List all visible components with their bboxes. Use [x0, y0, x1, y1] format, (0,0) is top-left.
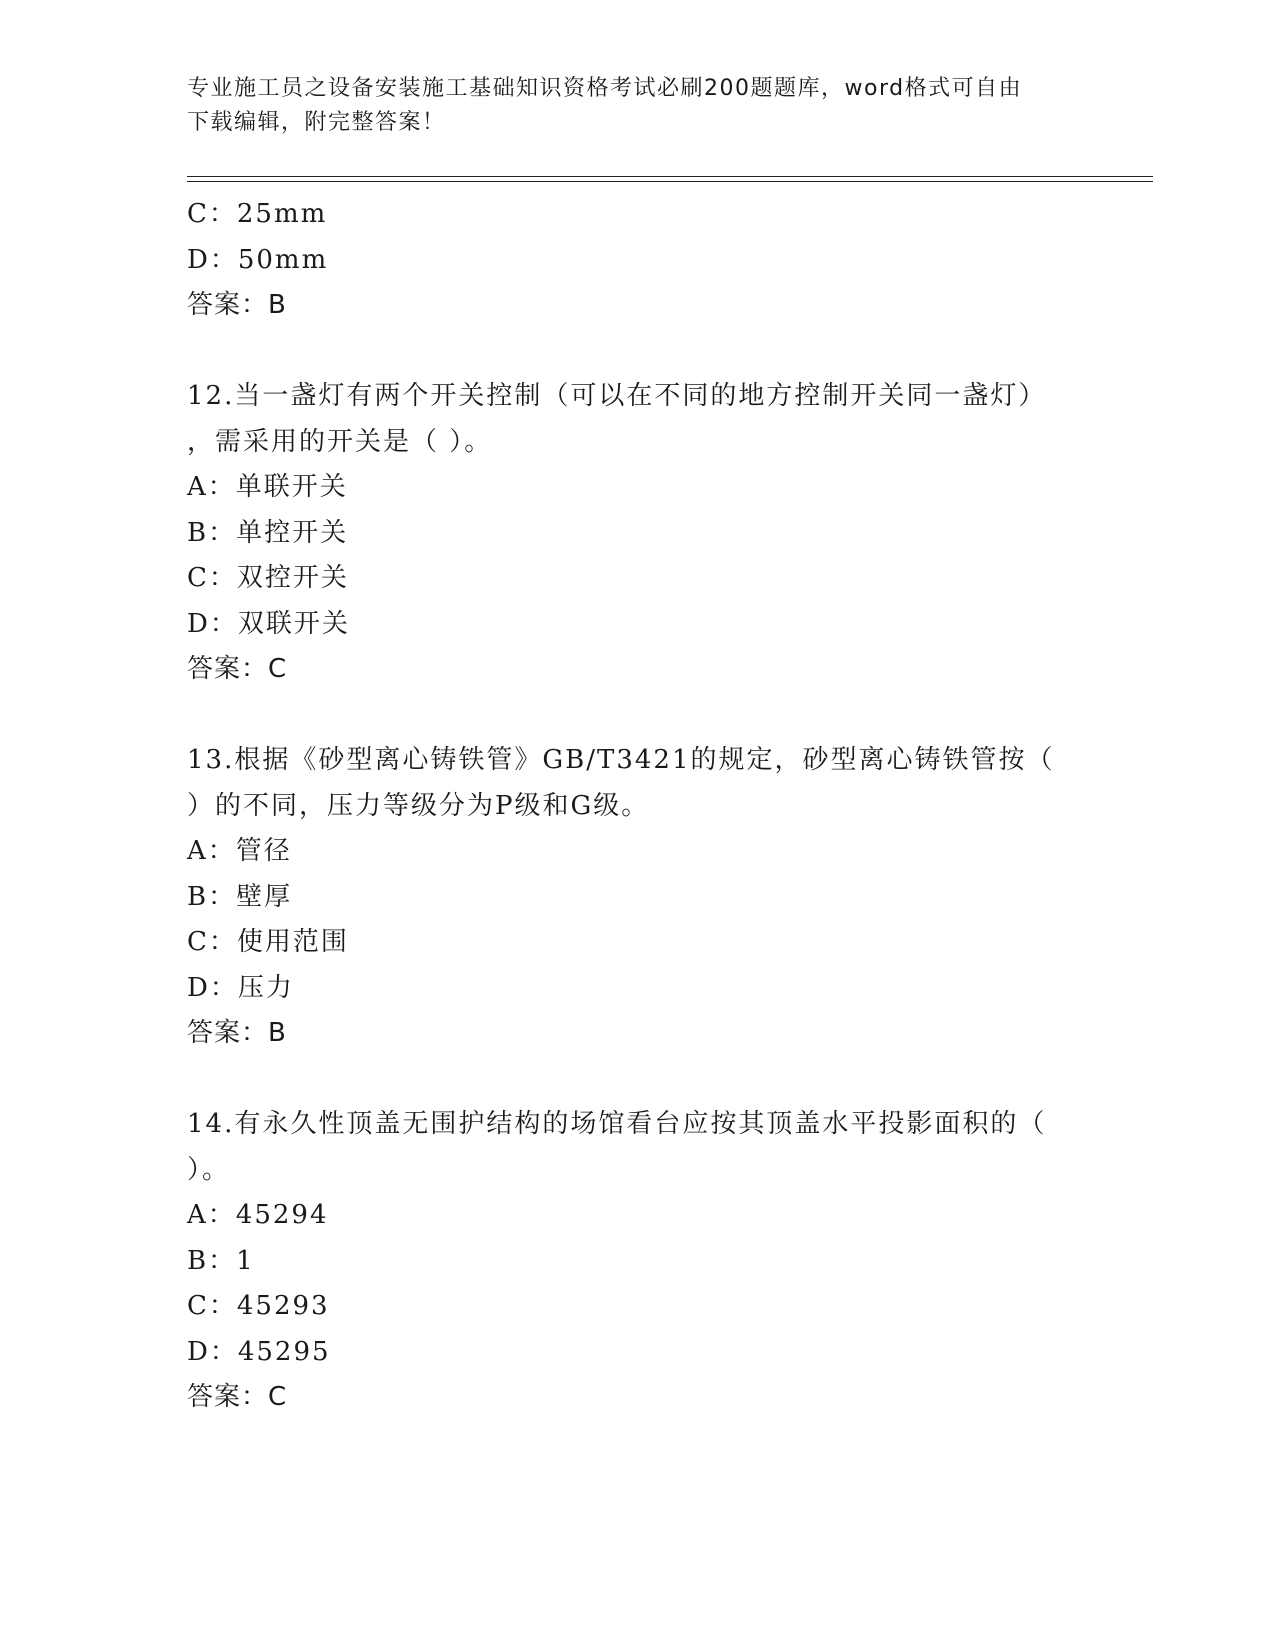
option-c: C：双控开关 [187, 563, 349, 593]
question-13-text: 13.根据《砂型离心铸铁管》GB/T3421的规定，砂型离心铸铁管按（ [187, 745, 1055, 775]
document-header [187, 72, 1067, 140]
spacer [187, 1057, 1087, 1103]
option-a: A：管径 [187, 836, 292, 866]
answer: 答案：C [187, 654, 288, 684]
option-c: C：45293 [187, 1291, 330, 1321]
option-b: B：1 [187, 1245, 255, 1276]
question-12-text-cont: ，需采用的开关是（ ）。 [187, 426, 493, 457]
option-c: C：25mm [187, 199, 328, 229]
option-b: B：壁厚 [187, 881, 293, 912]
answer: 答案：C [187, 1382, 288, 1412]
spacer [187, 329, 1087, 375]
option-c: C：使用范围 [187, 927, 349, 957]
question-12-text: 12.当一盏灯有两个开关控制（可以在不同的地方控制开关同一盏灯） [187, 381, 1047, 411]
header-line-1: 专业施工员之设备安装施工基础知识资格考试必刷200题题库，word格式可自由 [187, 76, 1023, 101]
option-d: D：45295 [187, 1336, 331, 1367]
header-divider-bottom [187, 181, 1153, 182]
answer: 答案：B [187, 290, 287, 320]
option-d: D：50mm [187, 244, 329, 275]
question-list [187, 192, 1087, 1421]
spacer [187, 693, 1087, 739]
option-b: B：单控开关 [187, 517, 349, 548]
option-d: D：双联开关 [187, 608, 350, 639]
option-d: D：压力 [187, 972, 294, 1003]
question-13-text-cont: ）的不同，压力等级分为P级和G级。 [187, 790, 650, 821]
option-a: A：45294 [187, 1200, 329, 1230]
answer: 答案：B [187, 1018, 287, 1048]
header-line-2: 下载编辑，附完整答案！ [187, 110, 446, 135]
question-14-text-cont: ）。 [187, 1154, 231, 1185]
question-14-text: 14.有永久性顶盖无围护结构的场馆看台应按其顶盖水平投影面积的（ [187, 1109, 1047, 1139]
header-divider-top [187, 176, 1153, 177]
option-a: A：单联开关 [187, 472, 348, 502]
